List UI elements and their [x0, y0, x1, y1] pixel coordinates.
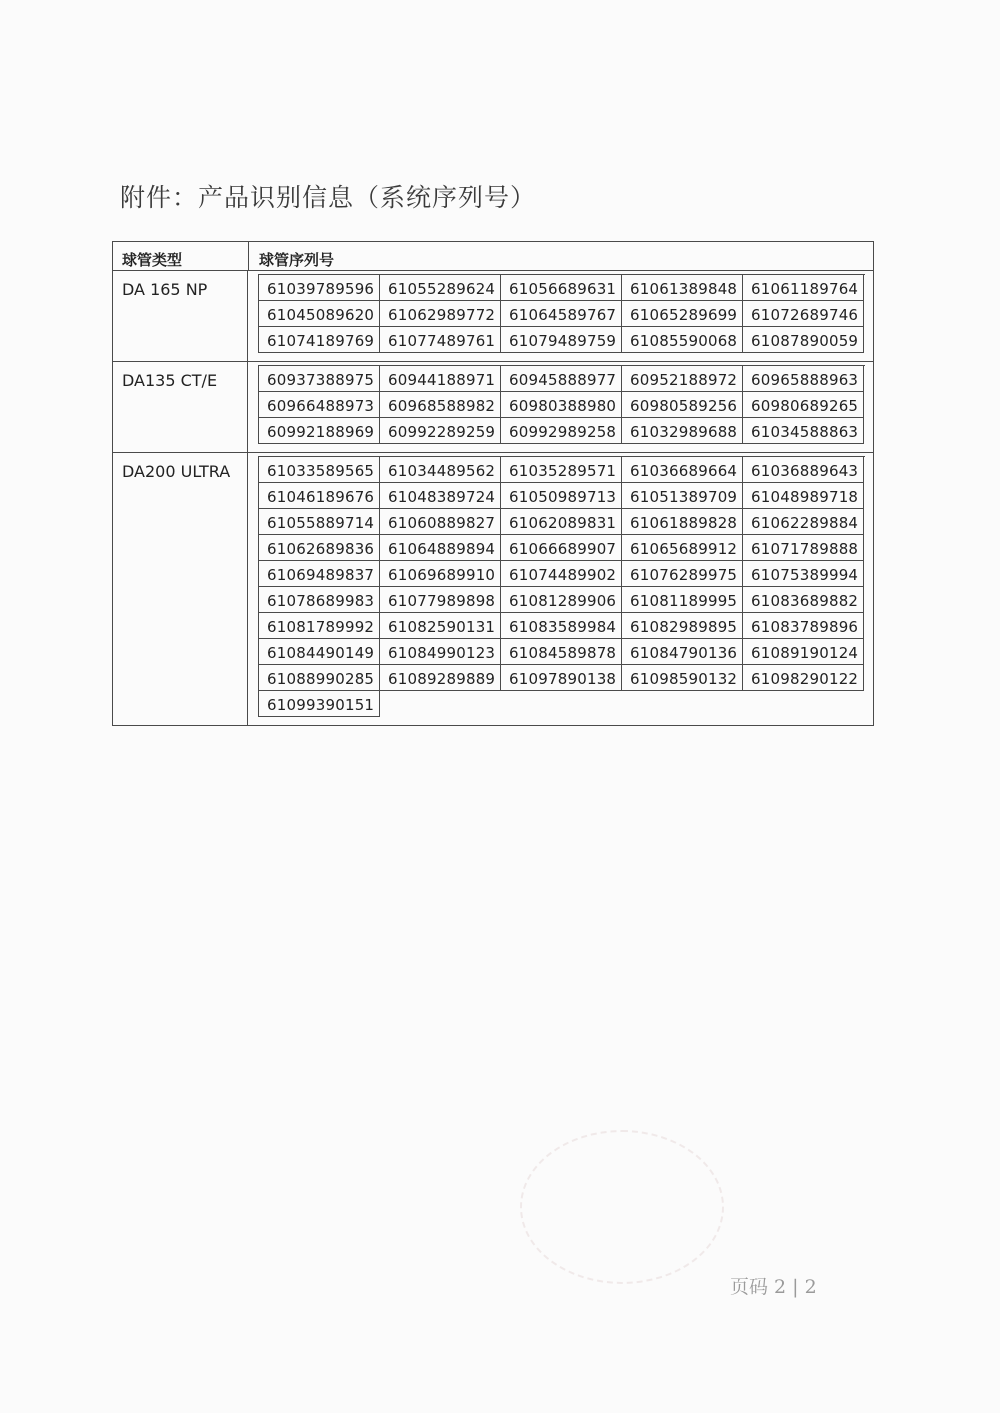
- tube-type-cell: DA 165 NP: [113, 271, 248, 361]
- serial-number-cell: 61046189676: [259, 483, 380, 509]
- serial-number-cell: 61066689907: [501, 535, 622, 561]
- serial-number-cell: 61084589878: [501, 639, 622, 665]
- serial-number-cell: 60965888963: [743, 366, 864, 392]
- serial-number-cell: 60980689265: [743, 392, 864, 418]
- serial-number-cell: 61056689631: [501, 275, 622, 301]
- serial-area: [248, 362, 873, 452]
- serial-number-cell: 60992188969: [259, 418, 380, 444]
- serial-number-cell: 61081789992: [259, 613, 380, 639]
- serial-area: [248, 271, 873, 361]
- serial-number-cell: 60992989258: [501, 418, 622, 444]
- tube-type-cell: DA200 ULTRA: [113, 453, 248, 725]
- serial-number-cell: 61081189995: [622, 587, 743, 613]
- serial-number-cell: 61034489562: [380, 457, 501, 483]
- serial-number-cell: 60937388975: [259, 366, 380, 392]
- table-body: [113, 271, 873, 725]
- serial-number-cell: 61064889894: [380, 535, 501, 561]
- serial-number-cell: 61083589984: [501, 613, 622, 639]
- serial-grid: [258, 456, 865, 717]
- header-tube-serial: 球管序列号: [259, 251, 335, 269]
- serial-number-cell: 61048389724: [380, 483, 501, 509]
- serial-number-cell: 61097890138: [501, 665, 622, 691]
- serial-grid: [258, 365, 865, 444]
- serial-number-cell: 61069489837: [259, 561, 380, 587]
- serial-grid: [258, 274, 865, 353]
- serial-number-cell: 61083789896: [743, 613, 864, 639]
- serial-number-cell: 61098590132: [622, 665, 743, 691]
- serial-number-cell: 61045089620: [259, 301, 380, 327]
- serial-number-cell: 61039789596: [259, 275, 380, 301]
- serial-number-cell: 61033589565: [259, 457, 380, 483]
- serial-number-cell: 61055889714: [259, 509, 380, 535]
- serial-number-cell: 60966488973: [259, 392, 380, 418]
- serial-number-cell: 61077489761: [380, 327, 501, 353]
- tube-group-row: [113, 453, 873, 725]
- serial-number-cell: 61081289906: [501, 587, 622, 613]
- serial-number-cell: 61084490149: [259, 639, 380, 665]
- serial-number-cell: 61062689836: [259, 535, 380, 561]
- serial-number-cell: 61072689746: [743, 301, 864, 327]
- serial-number-cell: 61082590131: [380, 613, 501, 639]
- serial-number-cell: 61032989688: [622, 418, 743, 444]
- serial-number-cell: 61062989772: [380, 301, 501, 327]
- serial-number-cell: 61050989713: [501, 483, 622, 509]
- serial-number-cell: 61055289624: [380, 275, 501, 301]
- faint-seal-stamp: [520, 1130, 724, 1284]
- serial-number-cell: 61077989898: [380, 587, 501, 613]
- table-header-row: [113, 242, 873, 271]
- serial-table: [112, 241, 874, 726]
- serial-number-cell: 61064589767: [501, 301, 622, 327]
- serial-number-cell: 61084790136: [622, 639, 743, 665]
- serial-number-cell: 61060889827: [380, 509, 501, 535]
- serial-number-cell: 61078689983: [259, 587, 380, 613]
- serial-number-cell: 61088990285: [259, 665, 380, 691]
- serial-number-cell: 61084990123: [380, 639, 501, 665]
- serial-number-cell: 60945888977: [501, 366, 622, 392]
- serial-number-cell: 61082989895: [622, 613, 743, 639]
- serial-area: [248, 453, 873, 725]
- tube-group-row: [113, 362, 873, 453]
- serial-number-cell: 60992289259: [380, 418, 501, 444]
- serial-number-cell: 61099390151: [259, 691, 380, 717]
- serial-number-cell: 61076289975: [622, 561, 743, 587]
- serial-number-cell: 61071789888: [743, 535, 864, 561]
- serial-number-cell: 61089289889: [380, 665, 501, 691]
- serial-number-cell: 61069689910: [380, 561, 501, 587]
- serial-number-cell: 61061889828: [622, 509, 743, 535]
- serial-number-cell: 61036889643: [743, 457, 864, 483]
- serial-number-cell: 61074489902: [501, 561, 622, 587]
- serial-number-cell: 61083689882: [743, 587, 864, 613]
- serial-number-cell: 61048989718: [743, 483, 864, 509]
- serial-number-cell: 61065689912: [622, 535, 743, 561]
- serial-number-cell: 60980388980: [501, 392, 622, 418]
- serial-number-cell: 61079489759: [501, 327, 622, 353]
- serial-number-cell: 61051389709: [622, 483, 743, 509]
- serial-number-cell: 61062289884: [743, 509, 864, 535]
- serial-number-cell: 61087890059: [743, 327, 864, 353]
- serial-number-cell: 60980589256: [622, 392, 743, 418]
- serial-number-cell: 61074189769: [259, 327, 380, 353]
- serial-number-cell: 61061389848: [622, 275, 743, 301]
- page-number: 页码 2 | 2: [730, 1276, 817, 1298]
- header-tube-type: 球管类型: [113, 242, 249, 270]
- serial-number-cell: 60952188972: [622, 366, 743, 392]
- serial-number-cell: 61098290122: [743, 665, 864, 691]
- serial-number-cell: 61035289571: [501, 457, 622, 483]
- serial-number-cell: 61036689664: [622, 457, 743, 483]
- tube-group-row: [113, 271, 873, 362]
- serial-number-cell: 61085590068: [622, 327, 743, 353]
- tube-type-cell: DA135 CT/E: [113, 362, 248, 452]
- serial-number-cell: 60944188971: [380, 366, 501, 392]
- page-title: 附件：产品识别信息（系统序列号）: [120, 183, 537, 212]
- serial-number-cell: 61061189764: [743, 275, 864, 301]
- serial-number-cell: 61065289699: [622, 301, 743, 327]
- serial-number-cell: 61089190124: [743, 639, 864, 665]
- serial-number-cell: 61034588863: [743, 418, 864, 444]
- serial-number-cell: 60968588982: [380, 392, 501, 418]
- serial-number-cell: 61075389994: [743, 561, 864, 587]
- serial-number-cell: 61062089831: [501, 509, 622, 535]
